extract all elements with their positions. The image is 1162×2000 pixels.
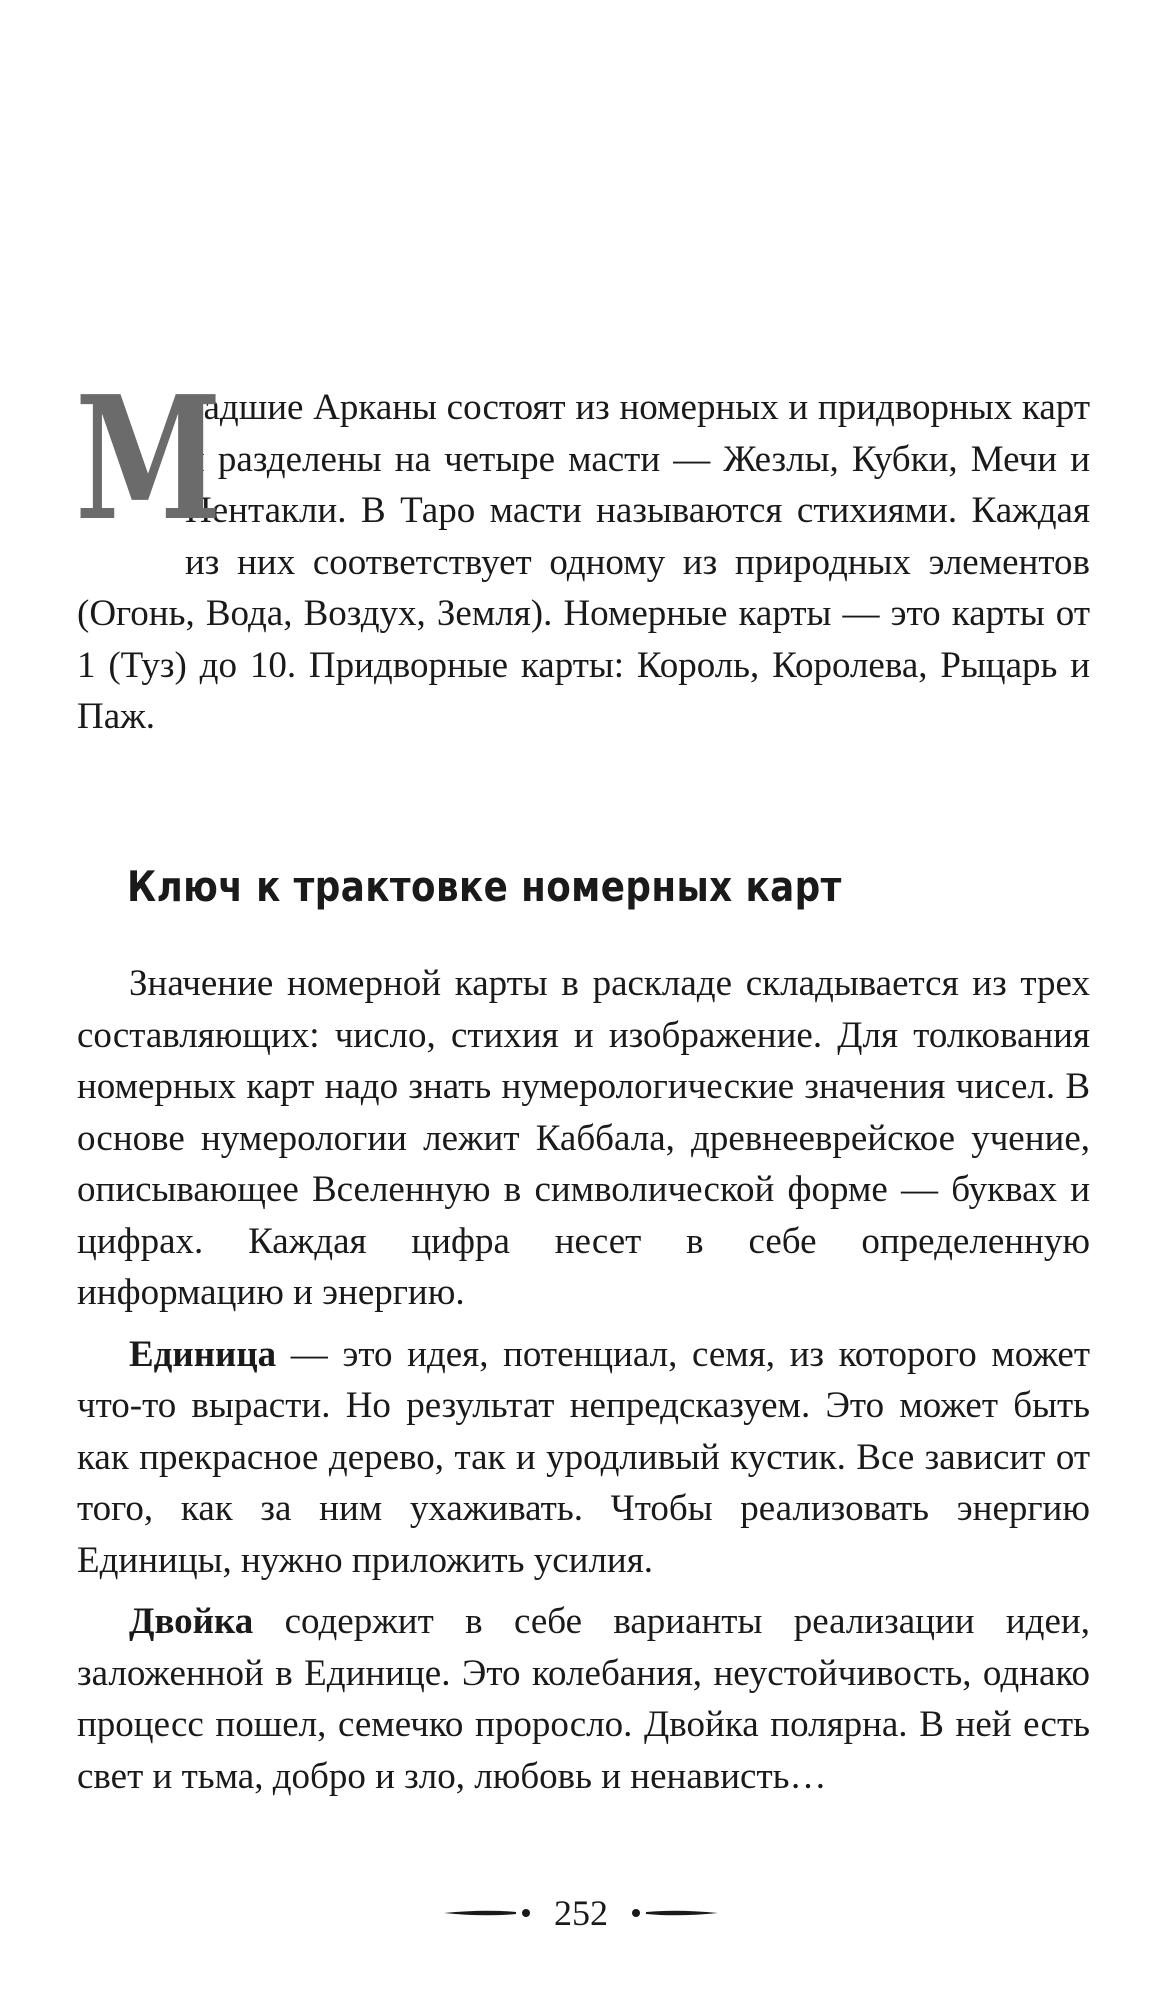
- section-body: [77, 958, 1090, 1812]
- intro-paragraph: [75, 359, 1090, 743]
- intro-text: ладшие Арканы состоят из номерных и придворных карт и разделены на четыре масти — Жезлы, Кубки, Мечи и Пентакли. В Таро масти называются стихиями. Каждая из них соответствует одному из природных элементов (Огонь, Вода, Воздух, Земля). Номерные карты — это карты от 1 (Туз) до 10. Придворные карты: Король, Королева, Рыцарь и Паж.: [77, 387, 1090, 737]
- page-number: 252: [554, 1893, 608, 1933]
- term-two: Двойка: [129, 1601, 254, 1642]
- intro-block: [75, 359, 1090, 743]
- left-ornament-icon: [444, 1905, 532, 1921]
- paragraph-text: содержит в себе варианты реализации идеи, заложенной в Единице. Это колебания, неустойчивость, однако процесс пошел, семечко проросло. Двойка полярна. В ней есть свет и тьма, добро и зло, любовь и ненависть…: [77, 1601, 1090, 1797]
- paragraph-text: Значение номерной карты в раскладе складывается из трех составляющих: число, стихия и изображение. Для толкования номерных карт надо знать нумерологические значения чисел. В основе нумерологии лежит Каббала, древнееврейское учение, описывающее Вселенную в символической форме — буквах и цифрах. Каждая цифра несет в себе определенную информацию и энергию.: [77, 963, 1090, 1313]
- page-footer: [0, 1888, 1162, 1938]
- section-heading: Ключ к трактовке номерных карт: [127, 862, 842, 911]
- term-one: Единица: [129, 1333, 277, 1375]
- paragraph-two: [77, 1596, 1090, 1802]
- paragraph-overview: [77, 958, 1090, 1319]
- right-ornament-icon: [630, 1905, 718, 1921]
- paragraph-text: — это идея, потенциал, семя, из которого может что-то вырасти. Но результат непредсказуем. Это может быть как прекрасное дерево, так и уродливый кустик. Все зависит от того, как за ним ухаживать. Чтобы реализовать энергию Единицы, нужно приложить усилия.: [77, 1333, 1090, 1581]
- paragraph-one: [77, 1329, 1090, 1587]
- drop-cap: М: [75, 359, 222, 559]
